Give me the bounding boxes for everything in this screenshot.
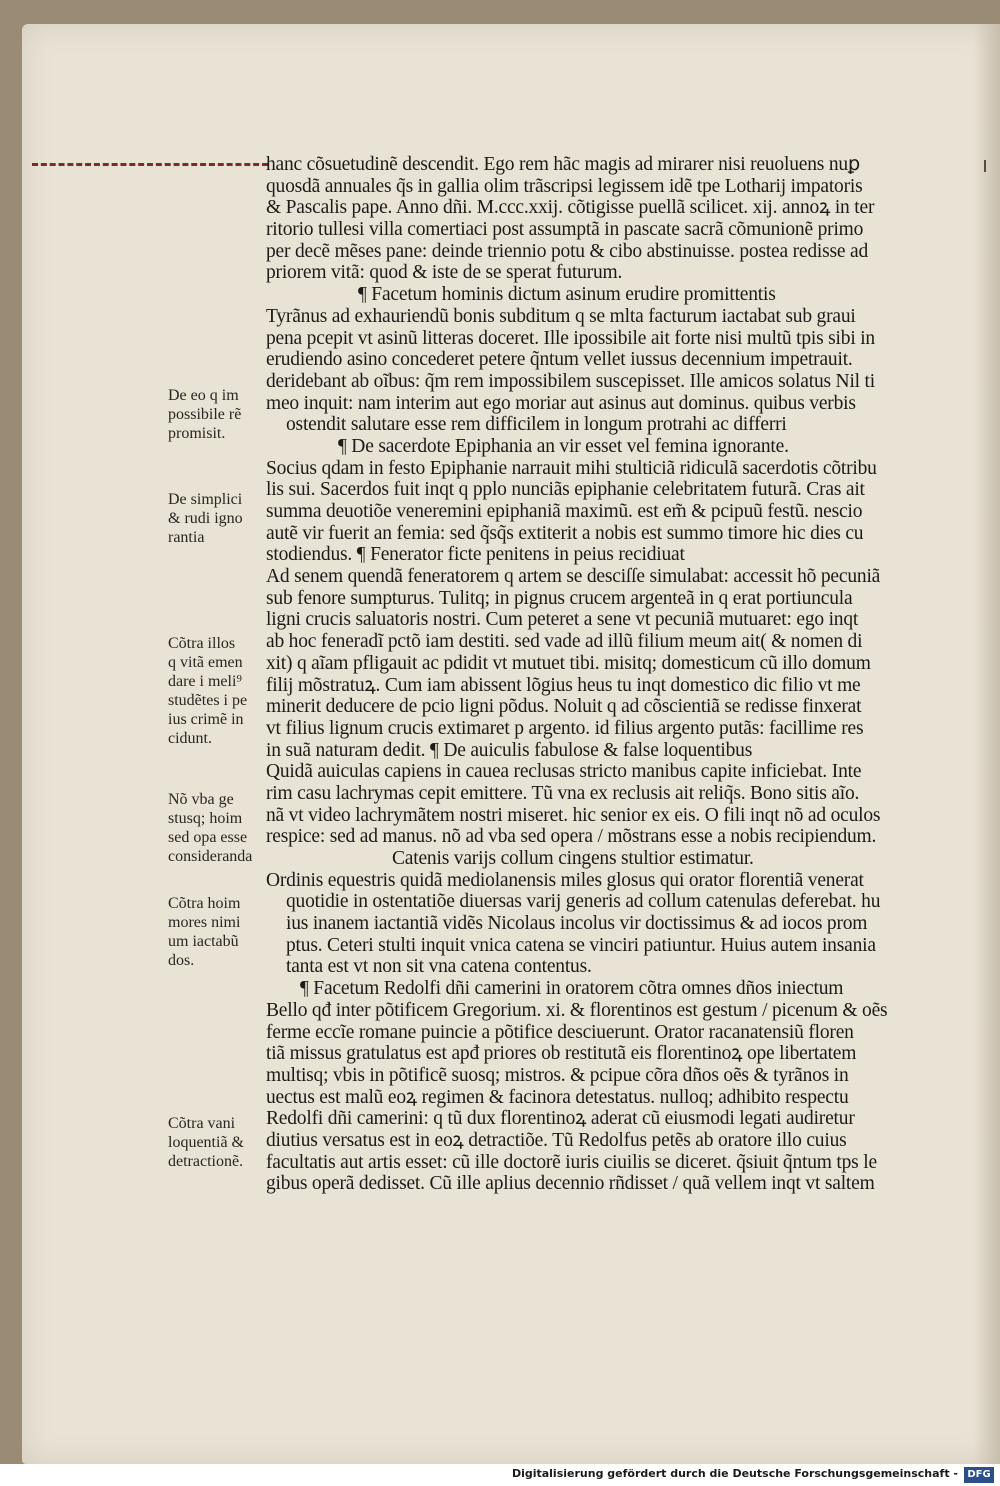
marginal-line: um iactabũ [168,933,239,950]
text-line: Bello qđ inter põtificem Gregorium. xi. & florentinos est gestum / picenum & oẽs [266,999,888,1021]
text-line: tanta est vt non sit vna catena contentus. [286,956,592,978]
marginal-note-3 [168,634,268,748]
marginal-line: & rudi igno [168,510,243,527]
marginal-line: Cõtra vani [168,1115,236,1132]
text-line: pena pcepit vt asinũ litteras doceret. Ille ipossibile ait forte nisi multũ tpis sibi in [266,327,875,349]
text-line: ritorio tullesi villa comertiaci post assumptã in pascate sacrã cõmunionẽ primo [266,219,864,241]
text-line: ¶ De sacerdote Epiphania an vir esset vel femina ignorante. [338,435,789,457]
marginal-line: stusq; hoim [168,810,243,827]
text-line: Ordinis equestris quidã mediolanensis miles glosus qui orator florentiã venerat [266,869,864,891]
text-line: stodiendus. ¶ Fenerator ficte penitens in peius recidiuat [266,544,685,566]
dfg-logo: DFG [964,1467,994,1483]
text-line: ab hoc feneradĩ pctõ iam destiti. sed vade ad illũ filium meum ait( & nomen di [266,631,863,653]
marginal-line: Cõtra hoim [168,895,241,912]
text-line: erudiendo asino concederet petere q̃ntum vellet iussus decennium impetrauit. [266,349,853,371]
decorative-dash-rule [32,163,268,166]
text-line: nã vt video lachrymãtem nostri miseret. hic senior ex eis. O fili inqt nõ ad oculos [266,804,881,826]
footer-bar [0,1464,1000,1486]
text-line: quosdã annuales q̃s in gallia olim trãscripsi legissem idẽ tpe Lotharij impatoris [266,175,863,197]
text-line: & Pascalis pape. Anno dñi. M.ccc.xxij. cõtigisse puellã scilicet. xij. annoꝝ in ter [266,197,875,219]
marginal-line: promisit. [168,425,226,442]
text-line: autẽ vir fuerit an femia: sed q̃sq̃s extiterit a nobis est summo timore hic dies cu [266,522,864,544]
text-line: ¶ Facetum hominis dictum asinum erudire promittentis [358,284,776,306]
text-line: multisq; vbis in põtificẽ suosq; mistros. & pcipue cõra dños oẽs & tyrãnos in [266,1064,849,1086]
marginal-line: sed opa esse [168,829,248,846]
text-line: summa deuotiõe veneremini epiphaniã maximũ. est em̃ & pcipuũ festũ. nescio [266,501,863,522]
marginal-line: dare i meli⁹ [168,673,242,690]
text-line: uectus est malũ eoꝝ regimen & facinora detestatus. nulloq; adhibito respectu [266,1086,849,1108]
text-line: diutius versatus est in eoꝝ detractiõe. Tũ Redolfus petẽs ab oratore illo cuius [266,1129,847,1151]
marginal-line: detractionẽ. [168,1153,244,1170]
marginal-line: consideranda [168,848,253,865]
text-line: gibus operã dedisset. Cũ ille aplius decennio rñdisset / quã vellem inqt vt saltem [266,1173,875,1195]
marginal-line: Nõ vba ge [168,791,234,808]
marginal-line: rantia [168,529,205,546]
marginal-line: studẽtes i pe [168,692,248,709]
text-line: ius inanem iactantiã vidẽs Nicolaus incolus vir doctissimus & ad iocos prom [286,913,868,935]
marginal-line: q vitã emen [168,654,243,671]
text-line: Socius qdam in festo Epiphanie narrauit mihi stulticiã ridiculã sacerdotis cõtribu [266,457,877,479]
marginal-note-2 [168,490,268,547]
text-line: meo inquit: nam interim aut ego moriar aut asinus aut dominus. quibus verbis [266,392,856,414]
text-line: filij mõstratuꝝ. Cum iam abissent lõgius heus tu inqt domestico dic filio vt me [266,674,861,696]
text-line: per decẽ mẽses pane: deinde triennio potu & cibo abstinuisse. postea redisse ad [266,240,869,262]
text-line: Redolfi dñi camerini: q tũ dux florentinoꝝ aderat cũ eiusmodi legati audiretur [266,1108,855,1130]
text-line: tiã missus gratulatus est apđ priores ob restitutã eis florentinoꝝ ope libertatem [266,1043,857,1065]
marginal-line: De eo q im [168,387,239,404]
text-line: Tyrãnus ad exhauriendũ bonis subditum q se mlta facturum iactabat sub graui [266,305,856,327]
text-line: minerit deducere de pcio ligni põdus. Noluit q ad cõscientiã se redisse finxerat [266,696,862,718]
marginal-line: cidunt. [168,730,212,747]
text-line: quotidie in ostentatiõe diuersas varij generis ad collum catenulas deferebat. hu [286,891,881,913]
funding-credit: Digitalisierung gefördert durch die Deutsche Forschungsgemeinschaft - [511,1467,958,1480]
marginal-line: possibile rẽ [168,406,242,423]
marginal-line: De simplici [168,491,243,508]
text-line: hanc cõsuetudinẽ descendit. Ego rem hãc magis ad mirarer nisi reuoluens nuꝑ [266,154,861,175]
text-line: facultatis aut artis esset: cũ ille doctorẽ iuris ciuilis se diceret. q̃siuit q̃ntum tps le [266,1151,877,1173]
text-line: Quidã auiculas capiens in cauea reclusas stricto manibus capite inficiebat. Inte [266,761,862,783]
text-line: rim casu lachrymas cepit emittere. Tũ vna ex reclusis ait reliq̃s. Bono sitis aĩo. [266,782,860,804]
text-line: deridebant ab oĩbus: q̃m rem impossibilem suscepisset. Ille amicos solatus Nil ti [266,370,875,392]
marginal-note-4 [168,790,268,866]
marginal-note-1 [168,386,268,443]
marginal-line: Cõtra illos [168,635,236,652]
text-line: ligni crucis saluatoris nostri. Cum peteret a sene vt pecuniã mutuaret: ego inqt [266,609,859,631]
text-line: priorem vitã: quod & iste de se sperat futurum. [266,262,623,284]
marginal-note-6 [168,1114,268,1171]
text-line: ¶ Facetum Redolfi dñi camerini in oratorem cõtra omnes dños iniectum [300,978,844,1000]
main-text-block [266,154,938,1195]
marginal-line: ius crimẽ in [168,711,244,728]
marginal-line: dos. [168,952,195,969]
marginal-line: mores nimi [168,914,241,931]
text-line: lis sui. Sacerdos fuit inqt q pplo nunciãs epiphanie celebritatem futurã. Cras ait [266,479,865,501]
text-line: in suã naturam dedit. ¶ De auiculis fabulose & false loquentibus [266,739,753,761]
text-line: ptus. Ceteri stulti inquit vnica catena se vinciri patiuntur. Huius autem insania [286,934,876,956]
marginal-note-5 [168,894,268,970]
text-line: sub fenore sumpturus. Tulitq; in pignus crucem argenteã in q erat portiuncula [266,587,853,609]
text-line: xit) q aĩam pfligauit ac pdidit vt mutuet tibi. misitq; domesticum cũ illo domum [266,652,871,674]
text-line: Ad senem quendã feneratorem q artem se desciſſe simulabat: accessit hõ pecuniã [266,566,881,588]
text-line: ferme eccĩe romane puincie a põtifice desciuerunt. Orator racanatensiũ floren [266,1021,854,1043]
text-line: vt filius lignum crucis extimaret p argento. id filius argento putãs: facillime res [266,717,864,739]
marginal-line: loquentiã & [168,1134,244,1151]
text-line: respice: sed ad manus. nõ ad vba sed opera / mõstrans esse a nobis recipiendum. [266,826,877,848]
text-line: Catenis varijs collum cingens stultior estimatur. [392,848,754,869]
text-line: ostendit salutare esse rem difficilem in longum protrahi ac differri [286,414,787,436]
page-mark [984,160,986,172]
